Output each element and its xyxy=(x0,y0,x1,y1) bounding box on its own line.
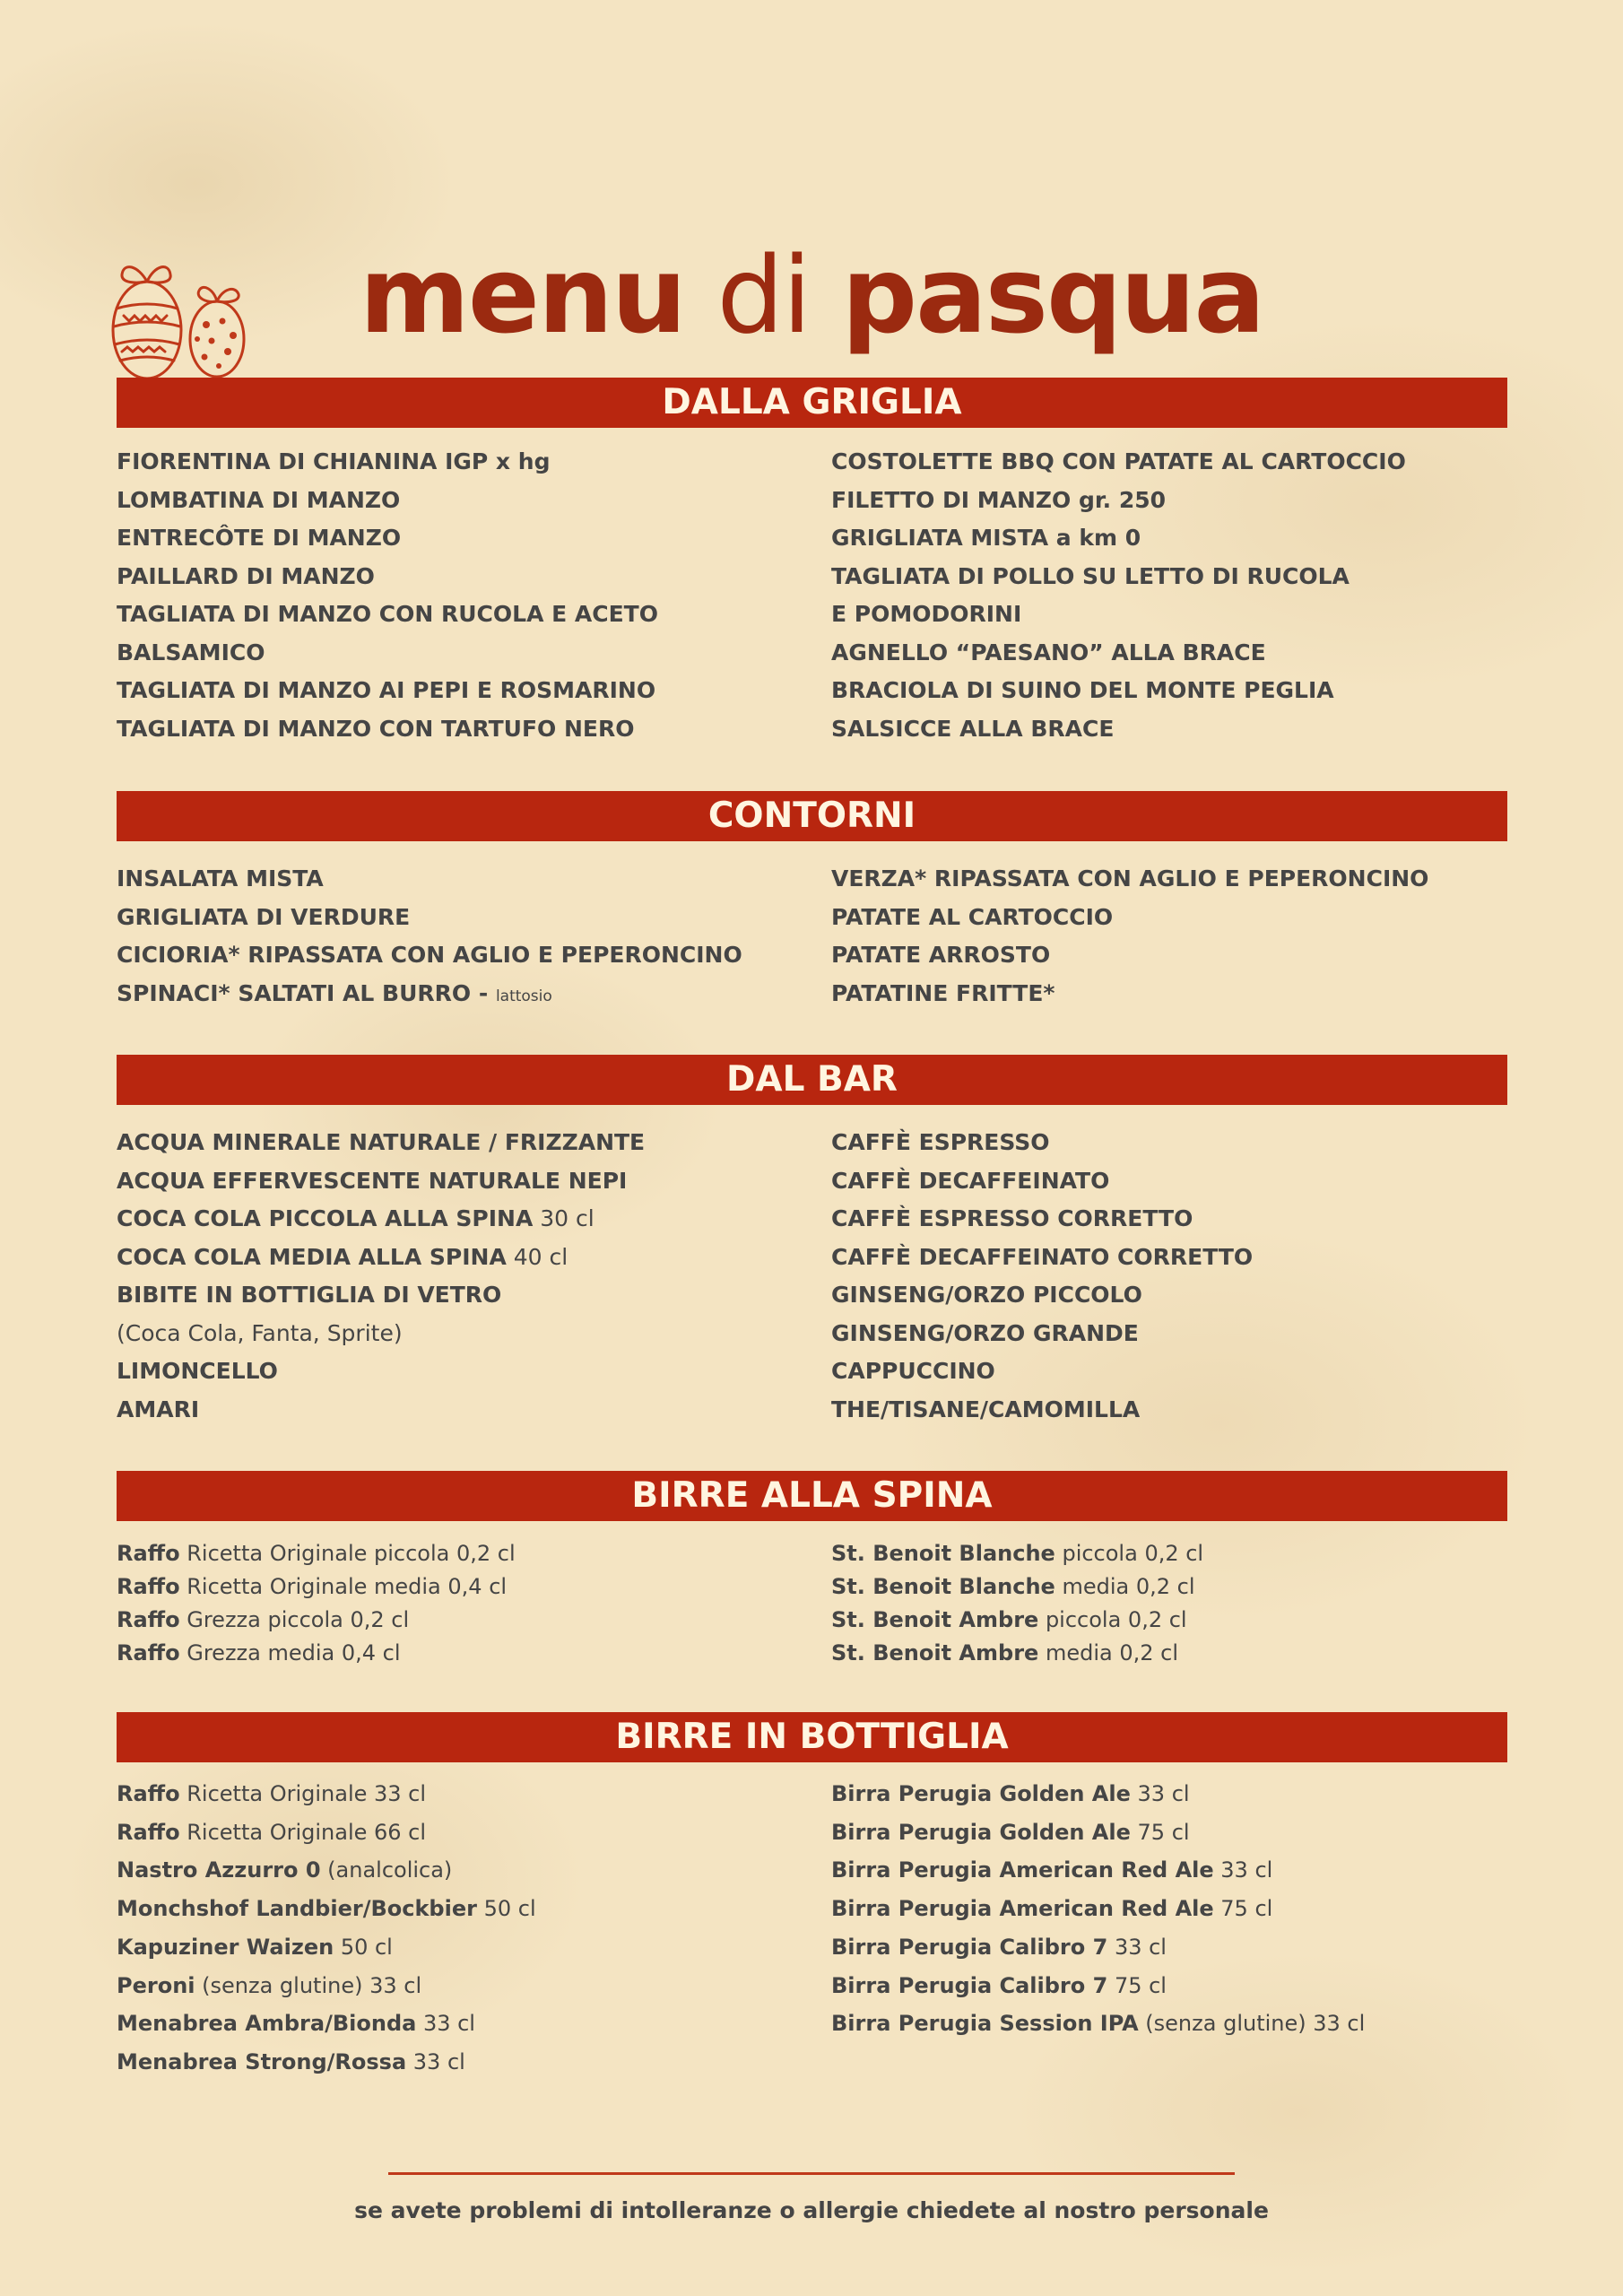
beer-name: Birra Perugia Calibro 7 xyxy=(831,1934,1108,1960)
list-item xyxy=(117,1162,645,1201)
list-item xyxy=(831,1637,1203,1670)
list-item xyxy=(117,1352,645,1391)
list-item: CAFFÈ DECAFFEINATO CORRETTO xyxy=(831,1243,1254,1270)
beer-desc: 33 cl xyxy=(416,2011,475,2037)
list-item xyxy=(831,1537,1203,1570)
list-item xyxy=(117,1775,536,1813)
list-item: PATATE AL CARTOCCIO xyxy=(831,903,1114,930)
beer-desc: piccola 0,2 cl xyxy=(1038,1607,1187,1632)
footer-divider xyxy=(388,2172,1235,2175)
item-name: LIMONCELLO xyxy=(117,1358,278,1384)
beer-desc: 33 cl xyxy=(1130,1781,1190,1806)
beer-desc: Ricetta Originale 33 cl xyxy=(179,1781,427,1806)
beer-name: Raffo xyxy=(117,1781,180,1806)
beer-desc: media 0,2 cl xyxy=(1055,1574,1195,1599)
list-item: INSALATA MISTA xyxy=(117,865,324,891)
beer-desc: (senza glutine) 33 cl xyxy=(1138,2011,1366,2037)
section-heading-dal-bar: DAL BAR xyxy=(117,1055,1507,1105)
list-item xyxy=(831,1890,1365,1928)
beer-name: Raffo xyxy=(117,1819,180,1845)
beer-name: Monchshof Landbier/Bockbier xyxy=(117,1896,477,1922)
item-name: ACQUA MINERALE NATURALE / FRIZZANTE xyxy=(117,1129,646,1155)
bottiglia-right-list xyxy=(831,1775,1365,2043)
list-item: TAGLIATA DI MANZO CON RUCOLA E ACETO xyxy=(117,601,658,627)
list-item xyxy=(117,1890,536,1928)
beer-desc: 50 cl xyxy=(476,1896,536,1922)
beer-desc: 75 cl xyxy=(1130,1819,1190,1845)
item-note: (Coca Cola, Fanta, Sprite) xyxy=(117,1319,403,1346)
beer-name: Kapuziner Waizen xyxy=(117,1934,334,1960)
list-item: E POMODORINI xyxy=(831,601,1022,627)
list-item xyxy=(117,1928,536,1967)
allergen-note: lattosio xyxy=(495,987,552,1005)
beer-name: Raffo xyxy=(117,1640,180,1665)
spina-right-list xyxy=(831,1537,1203,1670)
list-item: BRACIOLA DI SUINO DEL MONTE PEGLIA xyxy=(831,677,1334,703)
beer-desc: 75 cl xyxy=(1107,1972,1167,1998)
list-item: TAGLIATA DI MANZO CON TARTUFO NERO xyxy=(117,715,635,742)
beer-desc: 33 cl xyxy=(406,2048,465,2074)
list-item xyxy=(117,975,742,1016)
beer-desc: 33 cl xyxy=(1213,1857,1273,1883)
beer-desc: media 0,2 cl xyxy=(1038,1640,1178,1665)
list-item xyxy=(831,1928,1365,1967)
beer-desc: Grezza piccola 0,2 cl xyxy=(179,1607,410,1632)
item-name: BIBITE IN BOTTIGLIA DI VETRO xyxy=(117,1282,502,1308)
griglia-right-list xyxy=(831,443,1406,748)
list-item: VERZA* RIPASSATA CON AGLIO E PEPERONCINO xyxy=(831,865,1429,891)
beer-desc: 33 cl xyxy=(1107,1934,1167,1960)
list-item xyxy=(117,1124,645,1162)
easter-eggs-icon xyxy=(97,253,273,384)
allergy-notice: se avete problemi di intolleranze o allergie chiedete al nostro personale xyxy=(354,2197,1269,2223)
list-item: CAPPUCCINO xyxy=(831,1358,995,1384)
list-item xyxy=(117,1813,536,1852)
list-item: FIORENTINA DI CHIANINA IGP x hg xyxy=(117,448,551,474)
beer-name: Nastro Azzurro 0 xyxy=(117,1857,321,1883)
list-item: GINSENG/ORZO PICCOLO xyxy=(831,1282,1142,1308)
beer-name: Menabrea Strong/Rossa xyxy=(117,2048,407,2074)
section-heading-birre-alla-spina: BIRRE ALLA SPINA xyxy=(117,1471,1507,1521)
beer-desc: Ricetta Originale 66 cl xyxy=(179,1819,427,1845)
griglia-left-list xyxy=(117,443,658,748)
list-item xyxy=(117,1570,516,1604)
beer-name: Birra Perugia Golden Ale xyxy=(831,1781,1131,1806)
list-item xyxy=(117,1239,645,1277)
list-item xyxy=(831,2005,1365,2043)
list-item xyxy=(831,1604,1203,1637)
list-item xyxy=(831,1967,1365,2005)
list-item: CICIORIA* RIPASSATA CON AGLIO E PEPERONCINO xyxy=(117,942,742,968)
item-name: COCA COLA PICCOLA ALLA SPINA xyxy=(117,1205,534,1231)
list-item: LOMBATINA DI MANZO xyxy=(117,486,401,513)
bar-left-list xyxy=(117,1124,645,1429)
list-item: BALSAMICO xyxy=(117,639,265,665)
list-item xyxy=(117,2005,536,2043)
list-item xyxy=(831,1813,1365,1852)
beer-name: St. Benoit Ambre xyxy=(831,1640,1039,1665)
item-note: 30 cl xyxy=(533,1205,595,1231)
contorni-right-list xyxy=(831,860,1428,1013)
title-pasqua: pasqua xyxy=(841,233,1264,358)
item-name: AMARI xyxy=(117,1396,200,1422)
beer-name: Menabrea Ambra/Bionda xyxy=(117,2011,417,2037)
spinaci-label: SPINACI* SALTATI AL BURRO - xyxy=(117,979,496,1006)
beer-desc: (senza glutine) 33 cl xyxy=(195,1972,422,1998)
beer-name: Birra Perugia Session IPA xyxy=(831,2011,1139,2037)
beer-desc: 50 cl xyxy=(334,1934,393,1960)
bottiglia-left-list xyxy=(117,1775,536,2082)
list-item: FILETTO DI MANZO gr. 250 xyxy=(831,486,1167,513)
beer-name: St. Benoit Blanche xyxy=(831,1574,1055,1599)
section-heading-contorni: CONTORNI xyxy=(117,791,1507,841)
list-item xyxy=(117,2043,536,2082)
item-note: 40 cl xyxy=(506,1243,568,1270)
beer-desc: Ricetta Originale piccola 0,2 cl xyxy=(179,1541,516,1566)
list-item xyxy=(117,1200,645,1239)
list-item xyxy=(831,1570,1203,1604)
list-item xyxy=(831,1775,1365,1813)
beer-desc: 75 cl xyxy=(1213,1896,1273,1922)
list-item: SALSICCE ALLA BRACE xyxy=(831,715,1115,742)
title-menu: menu xyxy=(359,233,685,358)
beer-name: Raffo xyxy=(117,1607,180,1632)
list-item: PATATE ARROSTO xyxy=(831,942,1051,968)
beer-name: Raffo xyxy=(117,1541,180,1566)
list-item xyxy=(117,1967,536,2005)
beer-name: Birra Perugia American Red Ale xyxy=(831,1896,1214,1922)
list-item xyxy=(117,1637,516,1670)
list-item: COSTOLETTE BBQ CON PATATE AL CARTOCCIO xyxy=(831,448,1406,474)
beer-name: Birra Perugia Golden Ale xyxy=(831,1819,1131,1845)
section-heading-dalla-griglia: DALLA GRIGLIA xyxy=(117,378,1507,428)
bar-right-list xyxy=(831,1124,1253,1429)
contorni-left-list xyxy=(117,860,742,1015)
list-item xyxy=(117,1851,536,1890)
list-item xyxy=(117,1391,645,1430)
list-item xyxy=(117,1604,516,1637)
list-item: CAFFÈ ESPRESSO xyxy=(831,1129,1050,1155)
item-name: ACQUA EFFERVESCENTE NATURALE NEPI xyxy=(117,1167,628,1194)
beer-name: St. Benoit Ambre xyxy=(831,1607,1039,1632)
list-item: ENTRECÔTE DI MANZO xyxy=(117,525,402,551)
list-item: TAGLIATA DI POLLO SU LETTO DI RUCOLA xyxy=(831,562,1350,589)
list-item xyxy=(117,1537,516,1570)
list-item: CAFFÈ ESPRESSO CORRETTO xyxy=(831,1205,1193,1231)
list-item: PAILLARD DI MANZO xyxy=(117,562,375,589)
list-item: GINSENG/ORZO GRANDE xyxy=(831,1319,1139,1346)
list-item: AGNELLO “PAESANO” ALLA BRACE xyxy=(831,639,1266,665)
list-item xyxy=(117,1315,645,1353)
list-item: GRIGLIATA DI VERDURE xyxy=(117,903,411,930)
title-di: di xyxy=(684,233,842,358)
list-item: TAGLIATA DI MANZO AI PEPI E ROSMARINO xyxy=(117,677,656,703)
list-item xyxy=(117,1276,645,1315)
list-item: THE/TISANE/CAMOMILLA xyxy=(831,1396,1141,1422)
beer-desc: Ricetta Originale media 0,4 cl xyxy=(179,1574,508,1599)
section-heading-birre-in-bottiglia: BIRRE IN BOTTIGLIA xyxy=(117,1712,1507,1762)
beer-name: Peroni xyxy=(117,1972,195,1998)
beer-name: St. Benoit Blanche xyxy=(831,1541,1055,1566)
spina-left-list xyxy=(117,1537,516,1670)
beer-desc: piccola 0,2 cl xyxy=(1055,1541,1204,1566)
beer-name: Birra Perugia American Red Ale xyxy=(831,1857,1214,1883)
list-item: PATATINE FRITTE* xyxy=(831,979,1055,1006)
item-name: COCA COLA MEDIA ALLA SPINA xyxy=(117,1243,507,1270)
beer-name: Raffo xyxy=(117,1574,180,1599)
list-item xyxy=(831,1851,1365,1890)
list-item: GRIGLIATA MISTA a km 0 xyxy=(831,525,1141,551)
beer-desc: Grezza media 0,4 cl xyxy=(179,1640,401,1665)
beer-desc: (analcolica) xyxy=(320,1857,453,1883)
list-item: CAFFÈ DECAFFEINATO xyxy=(831,1167,1110,1194)
beer-name: Birra Perugia Calibro 7 xyxy=(831,1972,1108,1998)
